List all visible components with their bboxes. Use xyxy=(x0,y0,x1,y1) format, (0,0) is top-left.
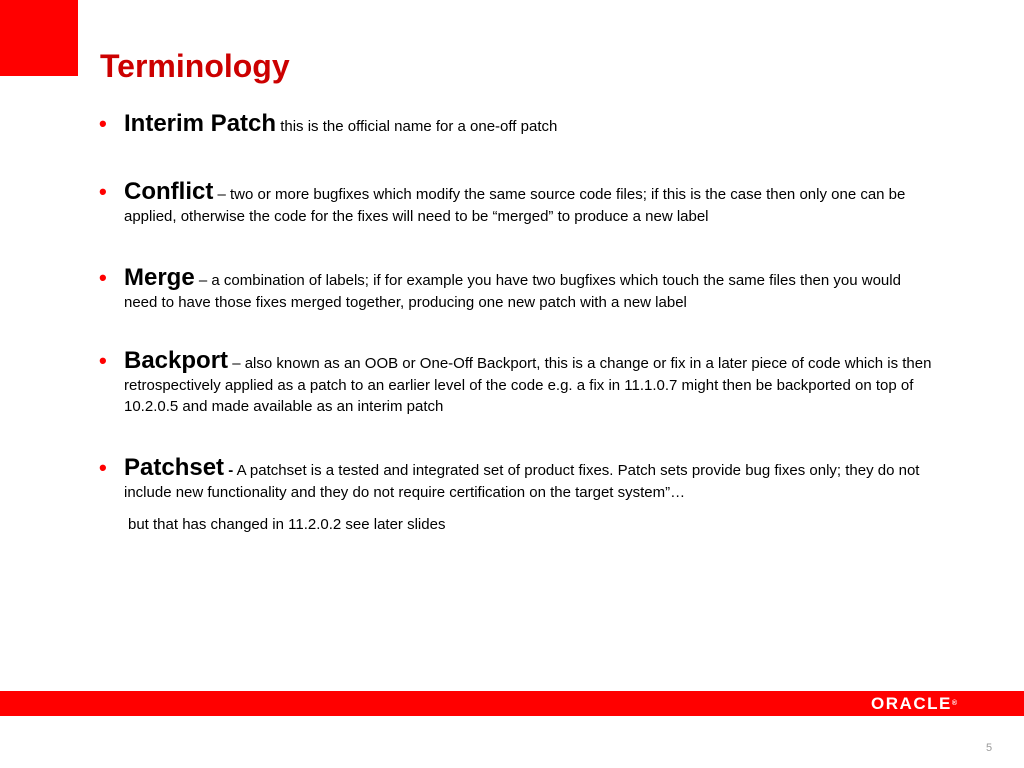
bullet-conflict xyxy=(99,178,934,227)
footer-bar xyxy=(0,691,1024,716)
term-label: Merge xyxy=(124,264,195,291)
term-description: a combination of labels; if for example you have two bugfixes which touch the same files then you would need to have those fixes merged together, producing one new patch with a new label xyxy=(124,272,901,311)
page-number: 5 xyxy=(986,742,993,754)
term-description: two or more bugfixes which modify the same source code files; if this is the case then only one can be applied, otherwise the code for the fixes will need to be “merged” to produce a new label xyxy=(124,186,906,225)
bullet-patchset xyxy=(99,454,934,503)
bullet-dot-icon: • xyxy=(99,179,107,204)
bullet-dot-icon: • xyxy=(99,348,107,373)
term-separator: – xyxy=(232,355,241,372)
term-label: Backport xyxy=(124,347,229,374)
bullet-merge xyxy=(99,264,934,313)
bullet-dot-icon: • xyxy=(99,265,107,290)
term-separator: - xyxy=(228,462,234,479)
patchset-followup-note: but that has changed in 11.2.0.2 see later slides xyxy=(128,516,446,533)
term-description: A patchset is a tested and integrated set of product fixes. Patch sets provide bug fixes only; they do not include new functionality and they do not require certification on the target system”… xyxy=(124,462,920,501)
term-description: this is the official name for a one-off patch xyxy=(280,118,558,135)
term-description: also known as an OOB or One-Off Backport, this is a change or fix in a later piece of code which is then retrospectively applied as a patch to an earlier level of the code e.g. a fix in 11.1.0.7 might then be backported on top of 10.2.0.5 and made available as an interim patch xyxy=(124,355,932,415)
term-separator: – xyxy=(198,272,208,289)
oracle-logo xyxy=(871,693,957,714)
registered-mark: ® xyxy=(951,700,957,707)
bullet-interim-patch xyxy=(99,110,934,138)
oracle-logo-text: ORACLE xyxy=(871,694,952,713)
term-label: Interim Patch xyxy=(124,110,277,137)
bullet-backport xyxy=(99,347,934,418)
bullet-dot-icon: • xyxy=(99,455,107,480)
corner-accent-block xyxy=(0,0,78,76)
term-label: Patchset xyxy=(124,454,225,481)
slide-title: Terminology xyxy=(100,48,290,84)
bullet-dot-icon: • xyxy=(99,111,107,136)
term-label: Conflict xyxy=(124,178,214,205)
term-separator: – xyxy=(217,186,226,203)
